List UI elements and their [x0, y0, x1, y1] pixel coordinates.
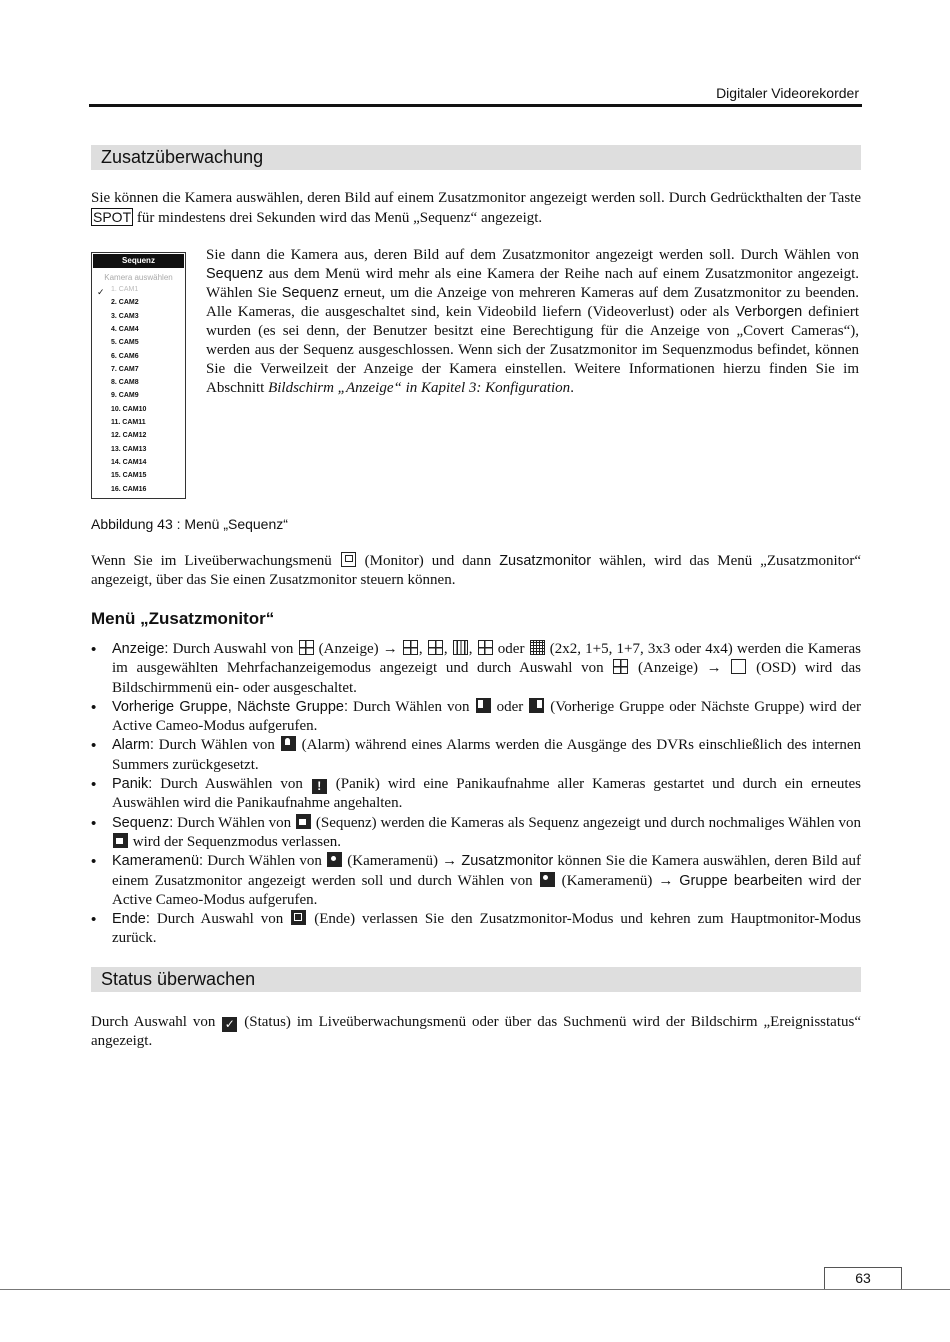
text: Durch Wählen von [348, 698, 475, 715]
camera-menu-icon [540, 872, 555, 887]
footer-rule [0, 1289, 950, 1290]
bullet-label: Panik: [112, 776, 153, 793]
header-rule [89, 104, 862, 107]
section-heading-zusatz [91, 145, 861, 170]
bullet-label: Alarm: [112, 737, 154, 754]
text: Durch Auswahl von [149, 911, 291, 928]
sequence-description [206, 246, 859, 398]
exit-icon [291, 910, 306, 925]
text: (OSD) wird das Bildschirmmenü ein- oder ausgeschaltet. [112, 660, 861, 696]
bullet-dot: • [91, 698, 97, 716]
monitor-paragraph [91, 552, 861, 590]
spot-key-label: SPOT [93, 209, 132, 225]
camera-list-item[interactable]: 4. CAM4 [111, 325, 139, 333]
ui-term-zusatzmonitor: Zusatzmonitor [499, 553, 592, 569]
layout-1plus5-icon [403, 640, 418, 655]
cross-reference: Bildschirm „Anzeige“ in Kapitel 3: Konfiguration [268, 380, 571, 396]
text: (Anzeige) → [314, 641, 402, 657]
text: Sie dann die Kamera aus, deren Bild auf dem Zusatzmonitor angezeigt werden soll. Durch Wählen von [206, 247, 859, 263]
bullet-kameramenu [91, 852, 861, 910]
bullet-label: Vorherige Gruppe, Nächste Gruppe: [112, 698, 349, 715]
text: oder [491, 698, 529, 715]
text: (Vorherige Gruppe oder Nächste Gruppe) wird der Active Cameo-Modus aufgerufen. [112, 698, 861, 735]
text: Durch Wählen von [203, 853, 327, 870]
text: wird der Sequenzmodus verlassen. [129, 833, 342, 850]
text: können Sie die Kamera auswählen, deren Bild auf einem Zusatzmonitor angezeigt werden soll und durch Wählen von [112, 853, 861, 889]
text: Durch Wählen von [173, 814, 296, 831]
bullet-ende [91, 910, 861, 949]
next-group-icon [529, 698, 544, 713]
check-icon: ✓ [97, 287, 105, 297]
text: Durch Auswahl von [168, 641, 298, 657]
camera-list-item[interactable]: 6. CAM6 [111, 352, 139, 360]
intro-text-a: Sie können die Kamera auswählen, deren Bild auf einem Zusatzmonitor angezeigt werden soll. Durch Gedrückthalten der Taste [91, 190, 861, 206]
intro-paragraph [91, 189, 861, 228]
camera-list-item[interactable]: 14. CAM14 [111, 458, 147, 466]
camera-list-item[interactable]: 11. CAM11 [111, 419, 146, 426]
bullet-sequenz [91, 814, 861, 853]
bullet-label: Kameramenü: [112, 853, 204, 870]
text: oder [493, 641, 529, 657]
display-icon [613, 659, 628, 674]
camera-list-item[interactable]: 7. CAM7 [111, 365, 139, 373]
document-header-title: Digitaler Videorekorder [716, 85, 859, 101]
bullet-dot: • [91, 737, 97, 755]
text: Durch Wählen von [153, 737, 280, 754]
text: erneut, um die Anzeige von mehreren Kameras auf dem Zusatzmonitor zu beenden. Alle Kameras, die ausgeschaltet sind, kein Videobild liefern (Videoverlust) oder als [206, 285, 859, 320]
bullet-label: Ende: [112, 911, 150, 928]
text: aus dem Menü wird mehr als eine Kamera der Reihe nach auf einem Zusatzmonitor angezeigt. Wählen Sie [206, 266, 859, 301]
menu-bullet-list [91, 640, 861, 949]
bullet-alarm [91, 736, 861, 775]
layout-3x3-icon [453, 640, 468, 655]
camera-list-item[interactable]: 13. CAM13 [111, 445, 147, 453]
layout-3x3-alt-icon [478, 640, 493, 655]
camera-list-item[interactable]: 2. CAM2 [111, 299, 139, 307]
bullet-dot: • [91, 776, 97, 794]
bullet-label: Sequenz: [112, 814, 174, 831]
bullet-label: Anzeige: [112, 641, 169, 657]
ui-term-gruppe-bearbeiten: Gruppe bearbeiten [679, 872, 803, 889]
camera-list-item[interactable]: 9. CAM9 [111, 392, 139, 400]
sequence-icon [296, 814, 311, 829]
camera-list-item[interactable]: 12. CAM12 [111, 432, 147, 440]
camera-list-item[interactable]: 10. CAM10 [111, 405, 147, 413]
ui-term-sequenz: Sequenz [206, 266, 264, 282]
osd-icon [731, 659, 746, 674]
status-paragraph [91, 1013, 861, 1051]
bullet-anzeige [91, 640, 861, 698]
bullet-dot: • [91, 641, 97, 658]
text: (Panik) wird eine Panikaufnahme aller Kameras gestartet und durch ein erneutes Auswählen wird die Panikaufnahme angehalten. [112, 776, 861, 812]
camera-menu-icon [327, 852, 342, 867]
section-title: Zusatzüberwachung [101, 147, 264, 167]
intro-text-b: für mindestens drei Sekunden wird das Menü „Sequenz“ angezeigt. [133, 210, 543, 226]
text: (Sequenz) werden die Kameras als Sequenz angezeigt und durch nochmaliges Wählen von [312, 814, 861, 831]
camera-list-item[interactable]: 1. CAM1 [111, 286, 139, 293]
text: (Anzeige) → [629, 660, 731, 677]
text: , [443, 641, 452, 657]
camera-list-item[interactable]: 3. CAM3 [111, 312, 139, 320]
camera-list-item[interactable]: 8. CAM8 [111, 379, 139, 387]
text: Durch Auswahl von [91, 1014, 222, 1030]
figure-caption: Abbildung 43 : Menü „Sequenz“ [91, 516, 288, 532]
text: definiert wurden (es sei denn, der Benutzer besitzt eine Berechtigung für die Anzeige von „Covert Cameras“), werden aus der Sequenz ausgeschlossen. Wenn sich der Zusatzmonitor im Sequenzmodus befindet, können Sie die Verweilzeit der Anzeige der Kamera einstellen. Weitere Informationen hierzu finden Sie im Abschnitt [206, 304, 859, 396]
ui-term-sequenz: Sequenz [281, 285, 339, 301]
ui-term-verborgen: Verborgen [735, 304, 803, 320]
layout-1plus7-icon [428, 640, 443, 655]
bullet-gruppe [91, 698, 861, 737]
text: (Kameramenü) → [343, 853, 462, 870]
status-icon: ✓ [222, 1017, 237, 1032]
panic-icon: ! [312, 779, 327, 794]
layout-4x4-icon [530, 640, 545, 655]
text: wird der Active Cameo-Modus aufgerufen. [112, 872, 861, 908]
text: Durch Auswählen von [152, 776, 311, 793]
text: . [570, 380, 574, 396]
subheading-zusatzmonitor-menu: Menü „Zusatzmonitor“ [91, 609, 275, 628]
sequence-menu-figure [91, 252, 186, 499]
sequence-menu-title: Sequenz [93, 254, 184, 268]
text: , [468, 641, 477, 657]
text: (Alarm) während eines Alarms werden die Ausgänge des DVRs einschließlich des internen Summers zurückgesetzt. [112, 737, 861, 773]
ui-term-zusatzmonitor: Zusatzmonitor [461, 853, 554, 870]
alarm-icon [281, 736, 296, 751]
sequence-icon [113, 833, 128, 848]
bullet-dot: • [91, 814, 97, 832]
text: (Kameramenü) → [555, 872, 680, 889]
text: Wenn Sie im Liveüberwachungsmenü [91, 553, 340, 569]
text: (Ende) verlassen Sie den Zusatzmonitor-Modus und kehren zum Hauptmonitor-Modus zurück. [112, 911, 861, 947]
page-number: 63 [855, 1270, 871, 1286]
section-heading-status [91, 967, 861, 992]
page-number-box [824, 1267, 902, 1290]
text: , [418, 641, 427, 657]
camera-list-item[interactable]: 5. CAM5 [111, 339, 139, 347]
camera-list-item[interactable]: 16. CAM16 [111, 485, 147, 493]
monitor-icon [341, 552, 356, 567]
text: (Monitor) und dann [356, 553, 500, 569]
text: (Status) im Liveüberwachungsmenü oder über das Suchmenü wird der Bildschirm „Ereignisstatus“ angezeigt. [91, 1014, 861, 1049]
section-title: Status überwachen [101, 969, 256, 989]
sequence-menu-subtitle: Kamera auswählen [104, 273, 173, 282]
bullet-dot: • [91, 911, 97, 929]
prev-group-icon [476, 698, 491, 713]
bullet-panik [91, 775, 861, 814]
text: wählen, wird das Menü „Zusatzmonitor“ angezeigt, über das Sie einen Zusatzmonitor steuern können. [91, 553, 861, 588]
display-icon [299, 640, 314, 655]
text: (2x2, 1+5, 1+7, 3x3 oder 4x4) werden die Kameras im ausgewählten Mehrfachanzeigemodus angezeigt und durch Auswahl von [112, 641, 862, 677]
camera-list-item[interactable]: 15. CAM15 [111, 472, 147, 480]
bullet-dot: • [91, 853, 97, 871]
